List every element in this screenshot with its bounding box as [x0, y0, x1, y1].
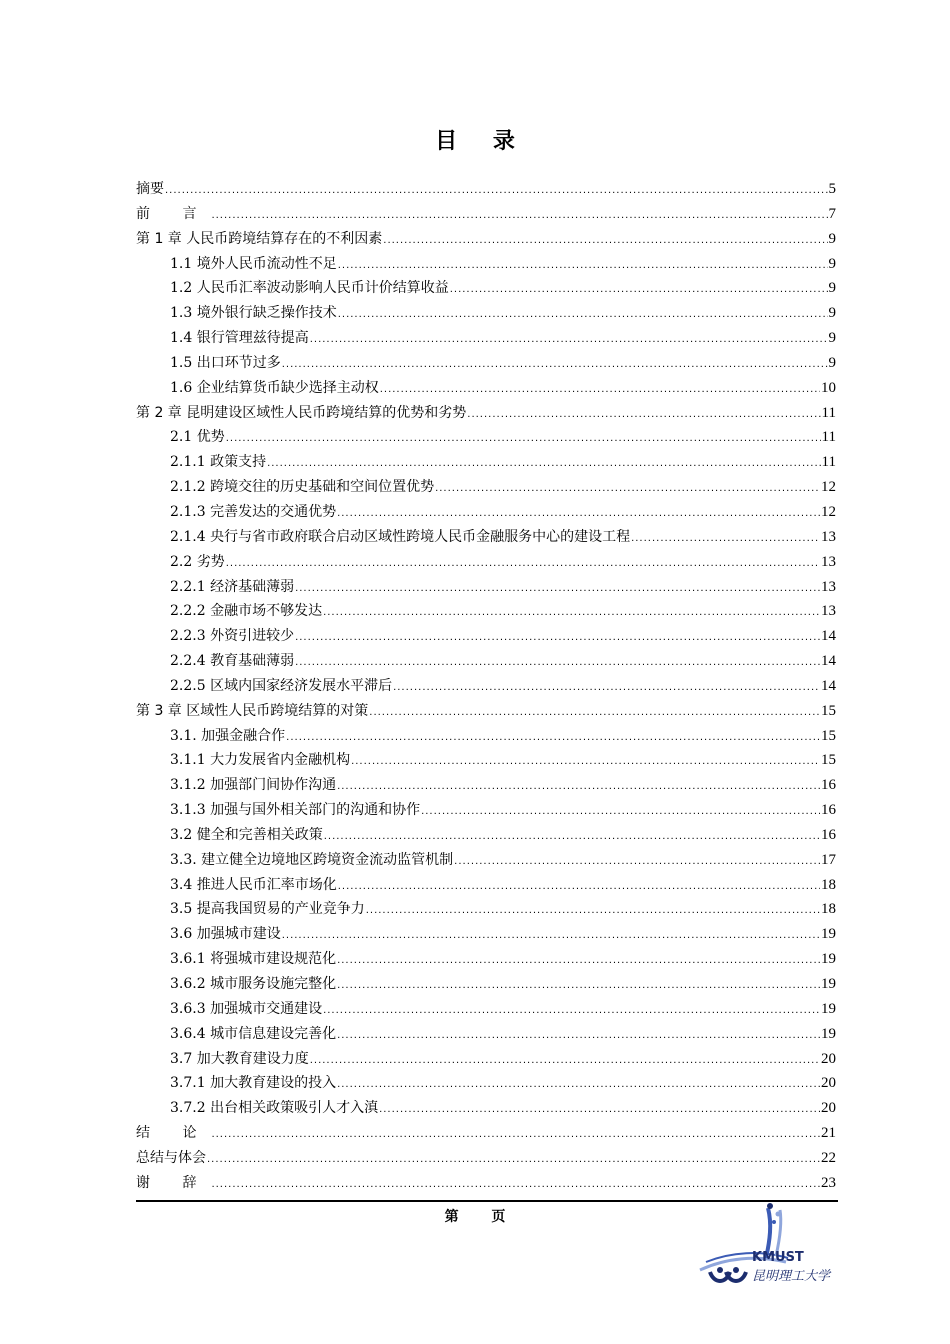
toc-entry[interactable]: [136, 500, 836, 525]
toc-entry-label: 1.4 银行管理兹待提高: [170, 330, 309, 347]
logo-motto-text: 昆明理工大学: [752, 1269, 831, 1284]
toc-dot-leader: [379, 1098, 820, 1123]
toc-entry-label: 3.6 加强城市建设: [170, 926, 281, 943]
toc-dot-leader: [282, 924, 820, 949]
toc-dot-leader: [286, 726, 820, 751]
toc-entry-label: 3.4 推进人民币汇率市场化: [170, 876, 337, 893]
toc-entry[interactable]: [136, 1171, 836, 1196]
toc-entry[interactable]: [136, 997, 836, 1022]
toc-entry-label: 2.2.5 区域内国家经济发展水平滞后: [170, 677, 393, 694]
toc-dot-leader: [226, 427, 821, 452]
toc-entry[interactable]: [136, 351, 836, 376]
toc-dot-leader: [351, 750, 820, 775]
toc-entry-label: 结 论: [136, 1125, 211, 1142]
toc-entry[interactable]: [136, 873, 836, 898]
toc-entry-label: 3.5 提高我国贸易的产业竞争力: [170, 901, 365, 918]
toc-entry-label: 第 1 章 人民币跨境结算存在的不利因素: [136, 230, 383, 247]
toc-entry[interactable]: [136, 798, 836, 823]
toc-entry-page: 9: [828, 354, 836, 371]
toc-entry-page: 11: [821, 429, 836, 446]
toc-entry[interactable]: [136, 724, 836, 749]
toc-entry[interactable]: [136, 525, 836, 550]
toc-entry-label: 总结与体会: [136, 1149, 206, 1166]
toc-entry-label: 3.1. 加强金融合作: [170, 727, 286, 744]
toc-entry-label: 3.6.4 城市信息建设完善化: [170, 1025, 337, 1042]
toc-entry-page: 5: [828, 181, 836, 197]
toc-entry-page: 15: [821, 727, 836, 744]
toc-entry-page: 10: [821, 379, 836, 396]
toc-entry-label: 2.2 劣势: [170, 553, 225, 570]
toc-dot-leader: [631, 527, 820, 552]
table-of-contents: [136, 177, 836, 1196]
toc-entry-label: 1.3 境外银行缺乏操作技术: [170, 305, 337, 322]
toc-dot-leader: [421, 800, 820, 825]
toc-dot-leader: [211, 204, 827, 229]
page-title: 目 录: [435, 129, 529, 154]
toc-dot-leader: [337, 949, 820, 974]
toc-entry-page: 23: [821, 1174, 836, 1191]
toc-dot-leader: [337, 1024, 820, 1049]
toc-entry-label: 1.1 境外人民币流动性不足: [170, 255, 337, 272]
toc-entry-page: 13: [821, 603, 836, 620]
toc-entry-label: 2.1.2 跨境交往的历史基础和空间位置优势: [170, 479, 435, 496]
toc-entry-page: 9: [828, 255, 836, 272]
toc-dot-leader: [337, 1073, 820, 1098]
toc-entry-label: 第 3 章 区域性人民币跨境结算的对策: [136, 702, 369, 719]
toc-entry[interactable]: [136, 1047, 836, 1072]
toc-entry[interactable]: [136, 748, 836, 773]
toc-entry-label: 1.5 出口环节过多: [170, 354, 281, 371]
toc-entry[interactable]: [136, 1022, 836, 1047]
toc-entry[interactable]: [136, 1071, 836, 1096]
toc-entry[interactable]: [136, 401, 836, 426]
toc-entry-page: 7: [828, 205, 836, 222]
toc-entry-label: 2.1.3 完善发达的交通优势: [170, 503, 337, 520]
toc-entry-page: 14: [821, 653, 836, 670]
toc-entry[interactable]: [136, 326, 836, 351]
toc-entry-label: 3.1.2 加强部门间协作沟通: [170, 777, 337, 794]
toc-entry-page: 20: [821, 1100, 836, 1117]
toc-entry[interactable]: [136, 575, 836, 600]
toc-entry-label: 3.3. 建立健全边境地区跨境资金流动监管机制: [170, 851, 454, 868]
toc-entry-page: 13: [821, 528, 836, 545]
toc-dot-leader: [226, 552, 820, 577]
toc-entry[interactable]: [136, 425, 836, 450]
toc-entry[interactable]: [136, 848, 836, 873]
toc-entry-page: 9: [828, 280, 836, 297]
toc-entry-label: 2.2.2 金融市场不够发达: [170, 603, 323, 620]
toc-entry-page: 19: [821, 1025, 836, 1042]
toc-entry-label: 2.2.1 经济基础薄弱: [170, 578, 295, 595]
toc-entry-label: 2.1 优势: [170, 429, 225, 446]
toc-dot-leader: [207, 1148, 820, 1173]
toc-entry[interactable]: [136, 1096, 836, 1121]
toc-entry[interactable]: [136, 177, 836, 202]
toc-entry-page: 16: [821, 802, 836, 819]
toc-entry-page: 22: [821, 1149, 836, 1166]
toc-dot-leader: [393, 676, 820, 701]
toc-entry-label: 2.1.1 政策支持: [170, 454, 267, 471]
toc-entry-page: 19: [821, 976, 836, 992]
toc-entry[interactable]: [136, 699, 836, 724]
toc-entry[interactable]: [136, 202, 836, 227]
toc-entry-page: 15: [821, 702, 836, 719]
toc-entry[interactable]: [136, 227, 836, 252]
kmust-logo-icon: [696, 1200, 846, 1290]
toc-entry-page: 16: [821, 777, 836, 794]
toc-entry-page: 18: [821, 901, 836, 918]
toc-entry[interactable]: [136, 624, 836, 649]
toc-dot-leader: [267, 452, 820, 477]
toc-dot-leader: [337, 502, 820, 527]
toc-dot-leader: [338, 254, 828, 279]
toc-entry-label: 3.7.2 出台相关政策吸引人才入滇: [170, 1100, 379, 1117]
toc-entry-page: 19: [821, 1000, 836, 1017]
toc-dot-leader: [337, 974, 820, 999]
toc-entry-label: 2.2.3 外资引进较少: [170, 628, 295, 645]
toc-entry-label: 3.2 健全和完善相关政策: [170, 826, 323, 843]
toc-entry-page: 15: [821, 752, 836, 769]
toc-dot-leader: [467, 403, 820, 428]
toc-entry-label: 1.2 人民币汇率波动影响人民币计价结算收益: [170, 280, 449, 297]
toc-entry[interactable]: [136, 376, 836, 401]
toc-entry[interactable]: [136, 252, 836, 277]
toc-entry[interactable]: [136, 1121, 836, 1146]
toc-dot-leader: [338, 875, 820, 900]
toc-dot-leader: [383, 229, 827, 254]
toc-entry-page: 17: [821, 851, 836, 868]
toc-entry-page: 12: [821, 479, 836, 496]
toc-entry-label: 3.6.2 城市服务设施完整化: [170, 976, 337, 992]
toc-dot-leader: [282, 353, 828, 378]
toc-dot-leader: [337, 775, 820, 800]
toc-dot-leader: [295, 626, 820, 651]
toc-entry-page: 16: [821, 826, 836, 843]
toc-entry[interactable]: [136, 922, 836, 947]
toc-entry[interactable]: [136, 450, 836, 475]
toc-entry[interactable]: [136, 947, 836, 972]
toc-entry-page: 21: [821, 1125, 836, 1142]
toc-entry-page: 13: [821, 553, 836, 570]
toc-dot-leader: [310, 1049, 820, 1074]
toc-entry[interactable]: [136, 823, 836, 848]
toc-dot-leader: [366, 899, 820, 924]
toc-dot-leader: [211, 1173, 820, 1198]
toc-dot-leader: [310, 328, 828, 353]
toc-entry[interactable]: [136, 599, 836, 624]
footer-page-label: 第 页: [444, 1209, 506, 1225]
toc-dot-leader: [454, 850, 820, 875]
toc-entry[interactable]: [136, 972, 836, 997]
toc-entry-label: 第 2 章 昆明建设区域性人民币跨境结算的优势和劣势: [136, 404, 467, 421]
toc-entry-label: 1.6 企业结算货币缺少选择主动权: [170, 379, 379, 396]
toc-entry[interactable]: [136, 649, 836, 674]
toc-entry-page: 11: [821, 404, 836, 421]
logo-kmust-text: KMUST: [752, 1250, 804, 1265]
toc-entry-label: 3.6.3 加强城市交通建设: [170, 1000, 323, 1017]
toc-entry[interactable]: [136, 276, 836, 301]
toc-entry-page: 18: [821, 876, 836, 893]
toc-entry-label: 3.1.1 大力发展省内金融机构: [170, 752, 351, 769]
toc-entry-page: 9: [828, 330, 836, 347]
toc-entry-label: 3.1.3 加强与国外相关部门的沟通和协作: [170, 802, 421, 819]
toc-entry-label: 3.6.1 将强城市建设规范化: [170, 951, 337, 968]
toc-dot-leader: [450, 278, 828, 303]
toc-entry-label: 谢 辞: [136, 1174, 211, 1191]
toc-entry-label: 摘要: [136, 181, 164, 197]
toc-dot-leader: [324, 825, 820, 850]
toc-entry-label: 2.1.4 央行与省市政府联合启动区域性跨境人民币金融服务中心的建设工程: [170, 528, 631, 545]
toc-entry-page: 14: [821, 628, 836, 645]
toc-entry-page: 19: [821, 926, 836, 943]
toc-dot-leader: [338, 303, 828, 328]
toc-entry-page: 20: [821, 1075, 836, 1092]
toc-entry-page: 11: [821, 454, 836, 471]
university-logo: [696, 1200, 846, 1290]
toc-entry[interactable]: [136, 1146, 836, 1171]
toc-dot-leader: [295, 577, 820, 602]
toc-entry[interactable]: [136, 301, 836, 326]
toc-dot-leader: [380, 378, 820, 403]
toc-dot-leader: [165, 179, 828, 204]
toc-entry-label: 前 言: [136, 205, 211, 222]
toc-entry-page: 9: [828, 305, 836, 322]
toc-entry-page: 20: [821, 1050, 836, 1067]
toc-entry-page: 19: [821, 951, 836, 968]
toc-entry-label: 2.2.4 教育基础薄弱: [170, 653, 295, 670]
toc-entry-page: 9: [828, 230, 836, 247]
toc-entry[interactable]: [136, 550, 836, 575]
toc-entry-page: 14: [821, 677, 836, 694]
toc-entry-page: 12: [821, 503, 836, 520]
toc-entry[interactable]: [136, 773, 836, 798]
toc-entry[interactable]: [136, 475, 836, 500]
toc-dot-leader: [435, 477, 820, 502]
toc-dot-leader: [323, 999, 820, 1024]
toc-dot-leader: [323, 601, 820, 626]
toc-entry-label: 3.7.1 加大教育建设的投入: [170, 1075, 337, 1092]
toc-entry[interactable]: [136, 674, 836, 699]
toc-entry[interactable]: [136, 897, 836, 922]
toc-entry-label: 3.7 加大教育建设力度: [170, 1050, 309, 1067]
toc-entry-page: 13: [821, 578, 836, 595]
toc-dot-leader: [295, 651, 820, 676]
toc-dot-leader: [211, 1123, 820, 1148]
toc-dot-leader: [369, 701, 820, 726]
